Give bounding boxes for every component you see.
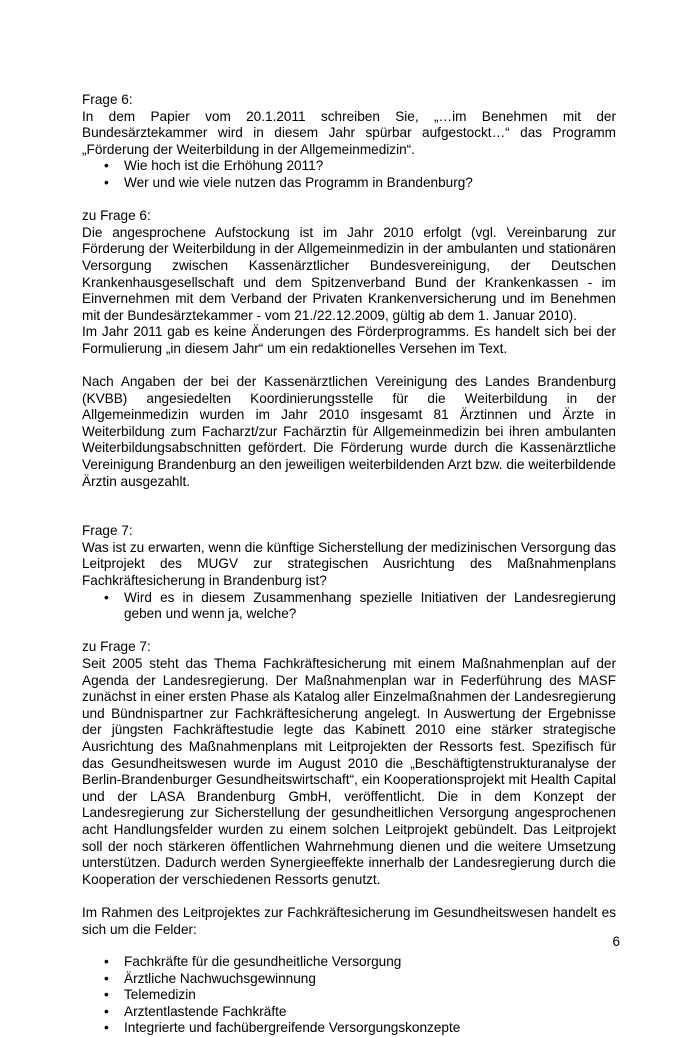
frage6-heading: Frage 6: [82, 92, 133, 107]
antwort7-paragraph-1: Seit 2005 steht das Thema Fachkräftesicherung mit einem Maßnahmenplan auf der Agenda der Landesregierung. Der Maßnahmenplan war in Federführung des MASF zunächst in einer ersten Phase als Katalog aller Einzelmaßnahmen der Landesregierung und Bündnispartner zur Fachkräftesicherung angelegt. In Auswertung der Ergebnisse der jüngsten Fachkräftestudie legte das Kabinett 2010 eine stärker strategische Ausrichtung des Maßnahmenplans mit Leitprojekten der Ressorts fest. Spezifisch für das Gesundheitswesen wurde im August 2010 die „Beschäftigtenstrukturanalyse der Berlin-Brandenburger Gesundheitswirtschaft“, ein Kooperationsprojekt mit Health Capital und der LASA Brandenburg GmbH, veröffentlicht. Die in dem Konzept der Landesregierung zur Sicherstellung der gesundheitlichen Versorgung angesprochenen acht Handlungsfelder wurden zu einem solchen Leitprojekt gebündelt. Das Leitprojekt soll der noch stärkeren öffentlichen Wahrnehmung dienen und die weitere Umsetzung unterstützen. Dadurch werden Synergieeffekte innerhalb der Landesregierung durch die Kooperation der verschiedenen Ressorts genutzt. [82, 656, 616, 887]
list-item: • Fachkräfte für die gesundheitliche Versorgung [82, 954, 616, 971]
leitprojekt-fields-list [82, 954, 616, 1037]
list-item: • Arztentlastende Fachkräfte [82, 1004, 616, 1021]
antwort6-paragraph-2: Im Jahr 2011 gab es keine Änderungen des Förderprogramms. Es handelt sich bei der Formulierung „in diesem Jahr“ um ein redaktionelles Versehen im Text. [82, 324, 616, 356]
antwort6-heading: zu Frage 6: [82, 208, 151, 224]
antwort6-paragraph-1: Die angesprochene Aufstockung ist im Jahr 2010 erfolgt (vgl. Vereinbarung zur Förderung der Weiterbildung in der Allgemeinmedizin in der ambulanten und stationären Versorgung zwischen Kassenärztlicher Bundesvereinigung, der Deutschen Krankenhausgesellschaft und dem Spitzenverband Bund der Krankenkassen - im Einvernehmen mit dem Verband der Privaten Krankenversicherung und im Benehmen mit der Bundesärztekammer - vom 21./22.12.2009, gültig ab dem 1. Januar 2010). [82, 224, 616, 323]
frage6-text: In dem Papier vom 20.1.2011 schreiben Sie, „…im Benehmen mit der Bundesärztekammer wird in diesem Jahr spürbar aufgestockt…“ das Programm „Förderung der Weiterbildung in der Allgemeinmedizin“. [82, 108, 616, 157]
document-body [82, 92, 616, 1037]
antwort7-heading: zu Frage 7: [82, 639, 151, 655]
frage7-text: Was ist zu erwarten, wenn die künftige Sicherstellung der medizinischen Versorgung das Leitprojekt des MUGV zur strategischen Ausrichtung des Maßnahmenplans Fachkräftesicherung in Brandenburg ist? [82, 539, 616, 589]
list-item: • Wird es in diesem Zusammenhang spezielle Initiativen der Landesregierung geben und wenn ja, welche? [82, 590, 616, 623]
frage7-questions [82, 590, 616, 623]
frage7-heading: Frage 7: [82, 523, 133, 539]
list-item: • Integrierte und fachübergreifende Versorgungskonzepte [82, 1020, 616, 1037]
list-item: • Wie hoch ist die Erhöhung 2011? [82, 158, 616, 175]
list-item: • Wer und wie viele nutzen das Programm in Brandenburg? [82, 175, 616, 192]
antwort6-paragraph-3: Nach Angaben der bei der Kassenärztlichen Vereinigung des Landes Brandenburg (KVBB) angesiedelten Koordinierungsstelle für die Weiterbildung in der Allgemeinmedizin wurden im Jahr 2010 insgesamt 81 Ärztinnen und Ärzte in Weiterbildung zum Facharzt/zur Fachärztin für Allgemeinmedizin bei ihren ambulanten Weiterbildungsabschnitten gefördert. Die Förderung wurde durch die Kassenärztliche Vereinigung Brandenburg an den jeweiligen weiterbildenden Arzt bzw. die weiterbildende Ärztin ausgezahlt. [82, 374, 616, 489]
list-item: • Ärztliche Nachwuchsgewinnung [82, 971, 616, 988]
list-item: • Telemedizin [82, 987, 616, 1004]
page-number: 6 [612, 934, 620, 949]
antwort7-paragraph-2: Im Rahmen des Leitprojektes zur Fachkräftesicherung im Gesundheitswesen handelt es sich um die Felder: [82, 904, 616, 937]
frage6-questions [82, 158, 616, 191]
